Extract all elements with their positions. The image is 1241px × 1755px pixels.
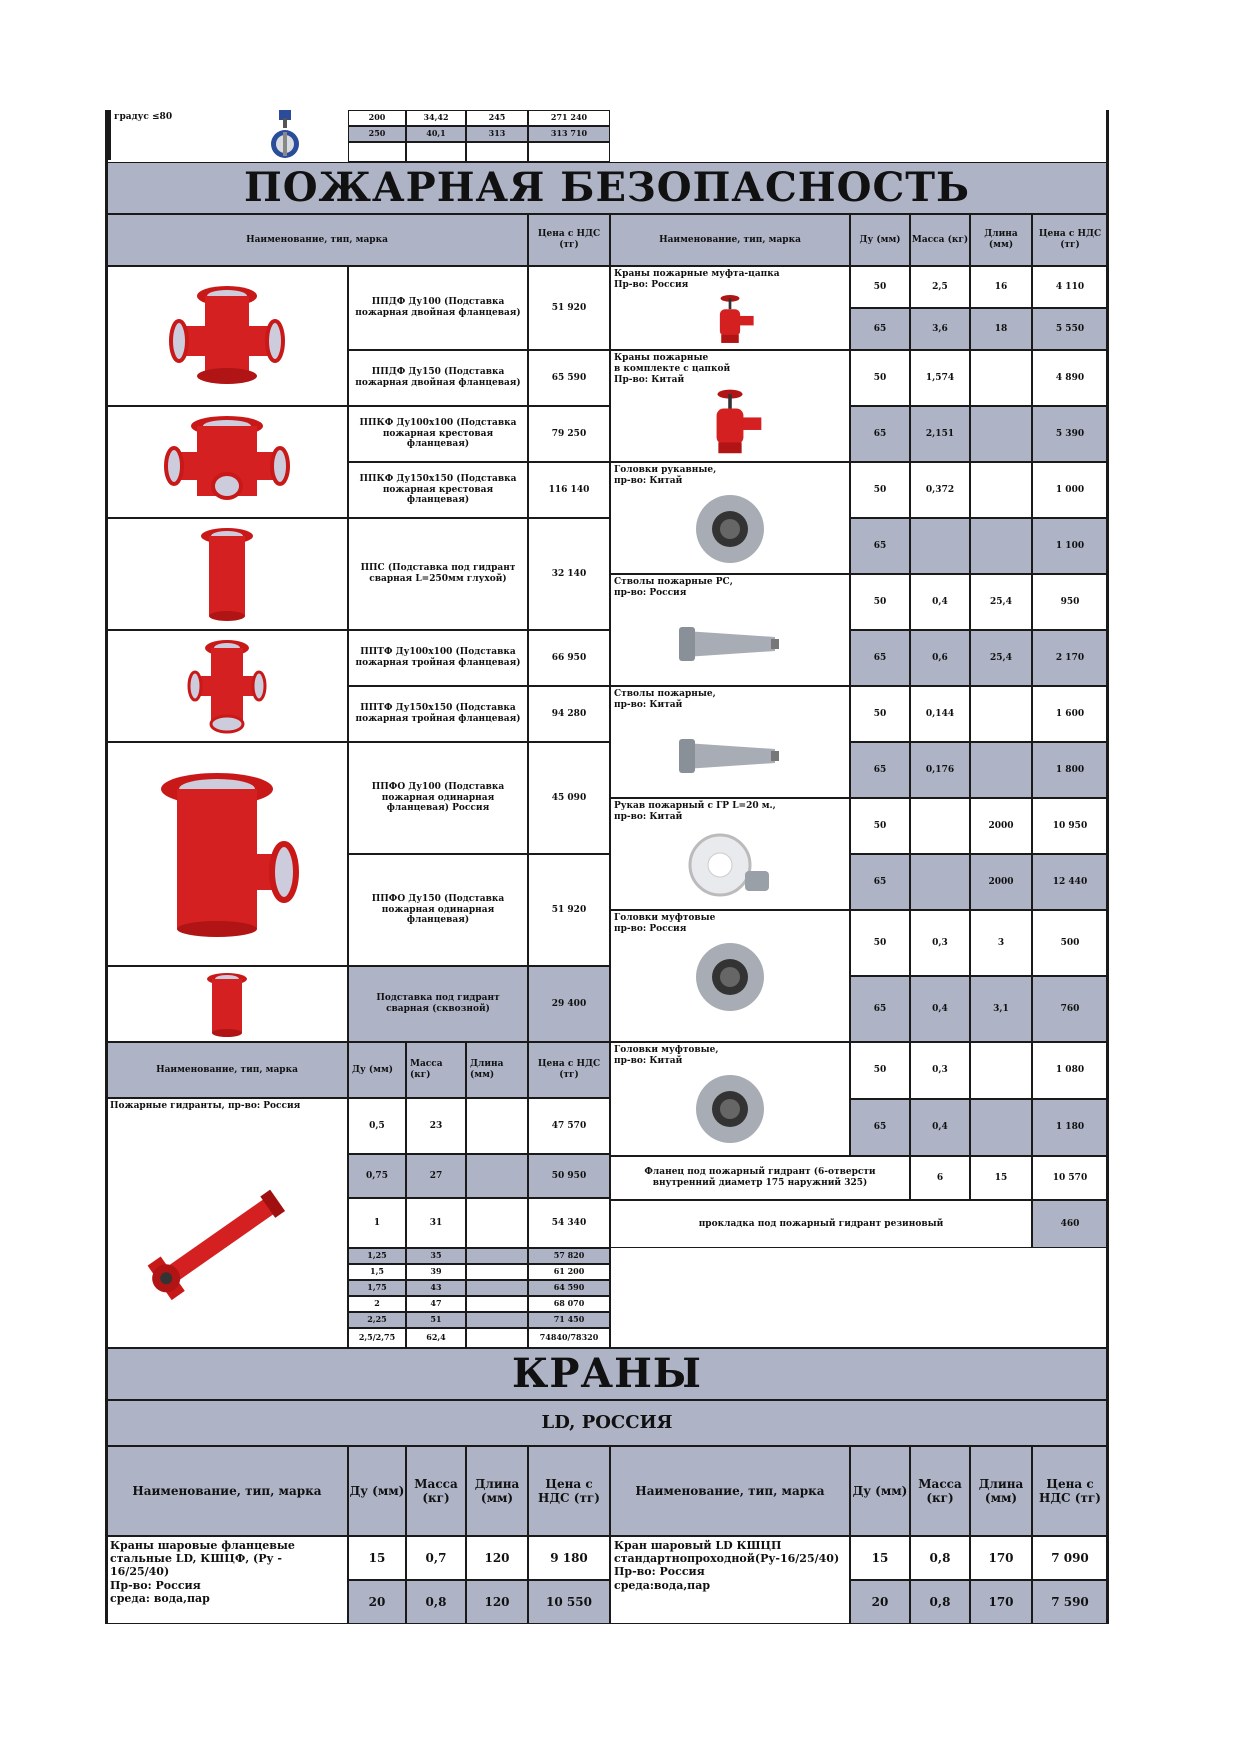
left-item-name: ППТФ Ду100х100 (Подставка пожарная тройная фланцевая): [348, 630, 528, 686]
flange-name-cell: Фланец под пожарный гидрант (6-отверсти внутренний диаметр 175 наружний 325): [610, 1156, 910, 1200]
hose-coupling-icon: [675, 489, 785, 569]
image-cell-ppdf: [106, 266, 348, 406]
fire-valve-icon: [675, 293, 785, 347]
right-group-cell: 0,6: [910, 630, 970, 686]
left-item-name: ППДФ Ду150 (Подставка пожарная двойная фланцевая): [348, 350, 528, 406]
left-item-price: 66 950: [528, 630, 610, 686]
right-group-cell: 2,151: [910, 406, 970, 462]
valve-cell: 9 180: [528, 1536, 610, 1580]
right-group-cell: [910, 518, 970, 574]
nozzle-icon: [675, 601, 785, 681]
gasket-name-cell: прокладка под пожарный гидрант резиновый: [610, 1200, 1032, 1248]
fire-hose-icon: [675, 825, 785, 905]
hydrant-cell: 1: [348, 1198, 406, 1248]
hydrant-cell: [466, 1296, 528, 1312]
right-group-cell: 10 950: [1032, 798, 1108, 854]
right-group-cell: [970, 686, 1032, 742]
right-group-cell: 0,372: [910, 462, 970, 518]
right-group-cell: [910, 854, 970, 910]
single-flange-stand-image: [152, 769, 302, 939]
right-border-line: [1106, 110, 1109, 1624]
right-group-cell: [970, 350, 1032, 406]
hydrant-cell: [466, 1154, 528, 1198]
right-group-cell: 65: [850, 976, 910, 1042]
valve-header-length: Длина (мм): [466, 1446, 528, 1536]
hydrant-cell: 62,4: [406, 1328, 466, 1348]
hydrant-cell: 39: [406, 1264, 466, 1280]
right-du-header: Ду (мм): [850, 214, 910, 266]
right-group-cell: 50: [850, 462, 910, 518]
right-group-cell: 1 600: [1032, 686, 1108, 742]
left-item-name: ППФО Ду150 (Подставка пожарная одинарная фланцевая): [348, 854, 528, 966]
double-flange-stand-image: [167, 281, 287, 391]
right-group-cell: [970, 1099, 1032, 1156]
right-group-cell: 2000: [970, 798, 1032, 854]
valve-cell: 0,7: [406, 1536, 466, 1580]
right-group-cell: [970, 518, 1032, 574]
hydrant-cell: 0,75: [348, 1154, 406, 1198]
valve-right-name: Кран шаровый LD КШЦП стандартнопроходной(Ру-16/25/40) Пр-во: Россия среда:вода,пар: [610, 1536, 850, 1624]
hydrant-cell: 23: [406, 1098, 466, 1154]
right-group-cell: 0,176: [910, 742, 970, 798]
valve-header-mass: Масса (кг): [406, 1446, 466, 1536]
nozzle-icon: [675, 713, 785, 793]
top-label: градус ≤80: [108, 110, 348, 160]
right-mass-header: Масса (кг): [910, 214, 970, 266]
left-border-line: [105, 110, 108, 1624]
valve-left-name: Краны шаровые фланцевые стальные LD, КШЦФ, (Ру - 16/25/40) Пр-во: Россия среда: вода,пар: [106, 1536, 348, 1624]
valve-header-du: Ду (мм): [348, 1446, 406, 1536]
left-item-price: 65 590: [528, 350, 610, 406]
angle-valve-icon: [675, 387, 785, 459]
hydrant-cell: 50 950: [528, 1154, 610, 1198]
hydrant-price-header: Цена с НДС (тг): [528, 1042, 610, 1098]
flange-mass-cell: 6: [910, 1156, 970, 1200]
left-item-name: ППФО Ду100 (Подставка пожарная одинарная фланцевая) Россия: [348, 742, 528, 854]
gasket-price-cell: 460: [1032, 1200, 1108, 1248]
top-cell: 200: [348, 110, 406, 126]
hydrant-cell: 0,5: [348, 1098, 406, 1154]
right-group-cell: [970, 462, 1032, 518]
right-group-cell: 760: [1032, 976, 1108, 1042]
right-group-cell: 3,6: [910, 308, 970, 350]
hydrant-cell: 74840/78320: [528, 1328, 610, 1348]
right-group-cell: 0,4: [910, 574, 970, 630]
right-group-cell: [970, 742, 1032, 798]
coupling-head-icon: [675, 1069, 785, 1149]
hydrant-cell: 64 590: [528, 1280, 610, 1296]
left-item-name: ППДФ Ду100 (Подставка пожарная двойная фланцевая): [348, 266, 528, 350]
top-empty-cell: [528, 142, 610, 162]
right-group-cell: 16: [970, 266, 1032, 308]
butterfly-valve-image: [262, 110, 308, 160]
right-group-cell: 25,4: [970, 574, 1032, 630]
right-group-cell: 0,3: [910, 910, 970, 976]
right-group-cell: 65: [850, 630, 910, 686]
valve-header-name: Наименование, тип, марка: [106, 1446, 348, 1536]
hydrant-cell: 2,5/2,75: [348, 1328, 406, 1348]
hydrant-cell: 68 070: [528, 1296, 610, 1312]
image-cell-weld-through: [106, 966, 348, 1042]
hydrant-cell: 27: [406, 1154, 466, 1198]
right-group-cell: [970, 1042, 1032, 1099]
left-item-name: ППКФ Ду100х100 (Подставка пожарная крестовая фланцевая): [348, 406, 528, 462]
top-cell: 250: [348, 126, 406, 142]
hydrant-cell: 1,75: [348, 1280, 406, 1296]
hydrant-cell: [466, 1264, 528, 1280]
right-group-name: Головки муфтовые, пр-во: Китай: [610, 1042, 850, 1156]
right-group-name: Краны пожарные муфта-цапка Пр-во: Россия: [610, 266, 850, 350]
right-group-cell: 2 170: [1032, 630, 1108, 686]
coupling-head-icon: [675, 937, 785, 1017]
right-group-cell: 1 180: [1032, 1099, 1108, 1156]
right-group-cell: 65: [850, 742, 910, 798]
hydrant-cell: 47: [406, 1296, 466, 1312]
valve-cell: 7 090: [1032, 1536, 1108, 1580]
right-group-name: Стволы пожарные РС, пр-во: Россия: [610, 574, 850, 686]
left-item-name: ППТФ Ду150х150 (Подставка пожарная тройная фланцевая): [348, 686, 528, 742]
right-group-cell: 950: [1032, 574, 1108, 630]
right-price-header: Цена с НДС (тг): [1032, 214, 1108, 266]
right-group-cell: 0,144: [910, 686, 970, 742]
right-group-cell: 4 890: [1032, 350, 1108, 406]
valve-cell: 120: [466, 1536, 528, 1580]
top-empty-cell: [348, 142, 406, 162]
right-group-cell: 25,4: [970, 630, 1032, 686]
left-item-price: 51 920: [528, 854, 610, 966]
hydrant-name-cell: Пожарные гидранты, пр-во: Россия: [106, 1098, 348, 1348]
top-cell: 34,42: [406, 110, 466, 126]
hydrant-cell: [466, 1098, 528, 1154]
flange-price-cell: 10 570: [1032, 1156, 1108, 1200]
right-group-cell: 65: [850, 308, 910, 350]
image-cell-pptf: [106, 630, 348, 742]
left-item-price: 79 250: [528, 406, 610, 462]
right-group-cell: 1 100: [1032, 518, 1108, 574]
valve-header-price: Цена с НДС (тг): [1032, 1446, 1108, 1536]
image-cell-pps: [106, 518, 348, 630]
valve-cell: 120: [466, 1580, 528, 1624]
left-item-name: ППС (Подставка под гидрант сварная L=250мм глухой): [348, 518, 528, 630]
valve-cell: 170: [970, 1580, 1032, 1624]
valve-cell: 15: [850, 1536, 910, 1580]
right-group-cell: 2,5: [910, 266, 970, 308]
left-item-price: 45 090: [528, 742, 610, 854]
left-item-price: 94 280: [528, 686, 610, 742]
fire-section-title: ПОЖАРНАЯ БЕЗОПАСНОСТЬ: [106, 162, 1108, 214]
left-item-name: ППКФ Ду150х150 (Подставка пожарная крестовая фланцевая): [348, 462, 528, 518]
hydrant-mass-header: Масса (кг): [406, 1042, 466, 1098]
right-group-cell: 0,3: [910, 1042, 970, 1099]
cross-flange-stand-image: [162, 412, 292, 512]
hydrant-du-header: Ду (мм): [348, 1042, 406, 1098]
right-group-cell: 50: [850, 266, 910, 308]
right-group-cell: 500: [1032, 910, 1108, 976]
right-group-cell: 5 390: [1032, 406, 1108, 462]
right-group-name: Головки рукавные, пр-во: Китай: [610, 462, 850, 574]
hydrant-cell: 31: [406, 1198, 466, 1248]
right-group-cell: 1 000: [1032, 462, 1108, 518]
right-name-header: Наименование, тип, марка: [610, 214, 850, 266]
valve-header-name: Наименование, тип, марка: [610, 1446, 850, 1536]
hydrant-cell: 1,5: [348, 1264, 406, 1280]
valve-header-length: Длина (мм): [970, 1446, 1032, 1536]
tee-flange-stand-image: [187, 636, 267, 736]
fire-hydrant-image: [140, 1167, 310, 1317]
hydrant-length-header: Длина (мм): [466, 1042, 528, 1098]
right-group-cell: 0,4: [910, 1099, 970, 1156]
right-group-cell: 18: [970, 308, 1032, 350]
right-group-name: Головки муфтовые пр-во: Россия: [610, 910, 850, 1042]
top-cell: 313 710: [528, 126, 610, 142]
hydrant-cell: 43: [406, 1280, 466, 1296]
right-group-cell: 50: [850, 798, 910, 854]
hydrant-cell: 35: [406, 1248, 466, 1264]
right-group-cell: 50: [850, 686, 910, 742]
hydrant-cell: 61 200: [528, 1264, 610, 1280]
valves-subtitle: LD, РОССИЯ: [106, 1400, 1108, 1446]
top-empty-cell: [466, 142, 528, 162]
left-price-header: Цена с НДС (тг): [528, 214, 610, 266]
right-group-name: Краны пожарные в комплекте с цапкой Пр-во: Китай: [610, 350, 850, 462]
valve-cell: 0,8: [910, 1536, 970, 1580]
weld-stand-image: [197, 524, 257, 624]
top-cell: 40,1: [406, 126, 466, 142]
right-group-cell: 2000: [970, 854, 1032, 910]
hydrant-cell: [466, 1248, 528, 1264]
empty-right-area: [610, 1248, 1108, 1348]
valve-cell: 0,8: [910, 1580, 970, 1624]
valve-cell: 7 590: [1032, 1580, 1108, 1624]
valve-cell: 0,8: [406, 1580, 466, 1624]
left-item-price: 116 140: [528, 462, 610, 518]
right-group-cell: 65: [850, 854, 910, 910]
right-group-name: Стволы пожарные, пр-во: Китай: [610, 686, 850, 798]
valve-header-du: Ду (мм): [850, 1446, 910, 1536]
hydrant-cell: [466, 1198, 528, 1248]
left-item-price: 32 140: [528, 518, 610, 630]
image-cell-ppkf: [106, 406, 348, 518]
hydrant-cell: 71 450: [528, 1312, 610, 1328]
hydrant-cell: 51: [406, 1312, 466, 1328]
top-cell: 313: [466, 126, 528, 142]
hydrant-name-header: Наименование, тип, марка: [106, 1042, 348, 1098]
right-group-cell: 1 800: [1032, 742, 1108, 798]
right-group-cell: 3,1: [970, 976, 1032, 1042]
valve-cell: 20: [850, 1580, 910, 1624]
left-item-price: 29 400: [528, 966, 610, 1042]
left-item-price: 51 920: [528, 266, 610, 350]
hydrant-cell: [466, 1280, 528, 1296]
hydrant-cell: 2: [348, 1296, 406, 1312]
right-group-cell: 65: [850, 518, 910, 574]
valve-header-price: Цена с НДС (тг): [528, 1446, 610, 1536]
right-group-cell: [970, 406, 1032, 462]
valve-cell: 10 550: [528, 1580, 610, 1624]
right-group-cell: 0,4: [910, 976, 970, 1042]
hydrant-cell: [466, 1312, 528, 1328]
right-group-cell: 4 110: [1032, 266, 1108, 308]
left-name-header: Наименование, тип, марка: [106, 214, 528, 266]
hydrant-cell: 57 820: [528, 1248, 610, 1264]
right-group-cell: 1 080: [1032, 1042, 1108, 1099]
flange-length-cell: 15: [970, 1156, 1032, 1200]
image-cell-ppfo: [106, 742, 348, 966]
right-group-cell: 50: [850, 574, 910, 630]
right-group-cell: 65: [850, 1099, 910, 1156]
top-empty-cell: [406, 142, 466, 162]
valve-cell: 170: [970, 1536, 1032, 1580]
right-group-cell: 50: [850, 1042, 910, 1099]
right-group-cell: [910, 798, 970, 854]
weld-through-stand-image: [202, 971, 252, 1037]
right-group-cell: 12 440: [1032, 854, 1108, 910]
right-group-cell: 1,574: [910, 350, 970, 406]
right-group-cell: 5 550: [1032, 308, 1108, 350]
top-cell: 271 240: [528, 110, 610, 126]
hydrant-cell: [466, 1328, 528, 1348]
left-item-name: Подставка под гидрант сварная (сквозной): [348, 966, 528, 1042]
valves-section-title: КРАНЫ: [106, 1348, 1108, 1400]
right-group-cell: 65: [850, 406, 910, 462]
hydrant-cell: 47 570: [528, 1098, 610, 1154]
right-group-cell: 50: [850, 350, 910, 406]
right-length-header: Длина (мм): [970, 214, 1032, 266]
hydrant-cell: 1,25: [348, 1248, 406, 1264]
valve-cell: 20: [348, 1580, 406, 1624]
valve-cell: 15: [348, 1536, 406, 1580]
hydrant-cell: 2,25: [348, 1312, 406, 1328]
valve-header-mass: Масса (кг): [910, 1446, 970, 1536]
hydrant-cell: 54 340: [528, 1198, 610, 1248]
right-group-cell: 50: [850, 910, 910, 976]
right-group-cell: 3: [970, 910, 1032, 976]
right-group-name: Рукав пожарный с ГР L=20 м., пр-во: Китай: [610, 798, 850, 910]
top-cell: 245: [466, 110, 528, 126]
